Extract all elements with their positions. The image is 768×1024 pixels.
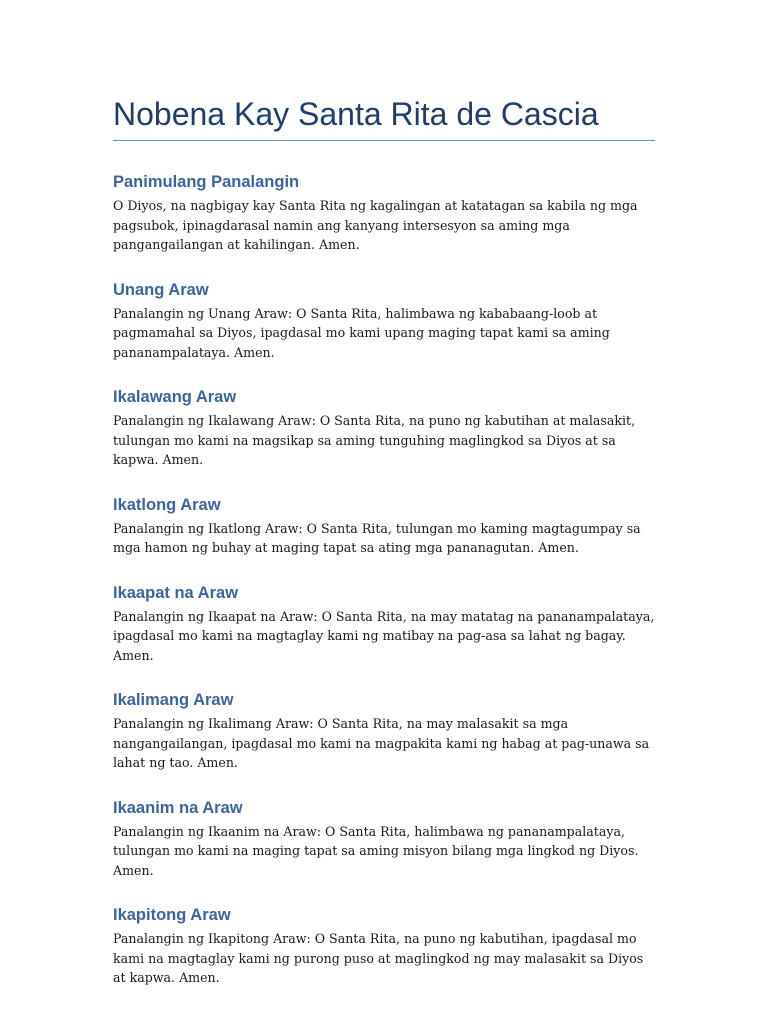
section-body: Panalangin ng Ikalawang Araw: O Santa Rita, na puno ng kabutihan at malasakit, tulungan mo kami na magsikap sa aming tunguhing maglingkod sa Diyos at sa kapwa. Amen. bbox=[113, 413, 636, 467]
page-title: Nobena Kay Santa Rita de Cascia bbox=[113, 94, 655, 141]
section-ikalawang-araw bbox=[113, 386, 658, 470]
section-ikalimang-araw bbox=[113, 689, 658, 773]
section-body: Panalangin ng Unang Araw: O Santa Rita, halimbawa ng kababaang-loob at pagmamahal sa Diyos, ipagdasal mo kami upang maging tapat kami sa aming pananampalataya. Amen. bbox=[113, 305, 610, 360]
section-heading: Ikatlong Araw bbox=[113, 495, 221, 514]
section-ikaapat-na-araw bbox=[113, 582, 658, 666]
section-body: Panalangin ng Ikapitong Araw: O Santa Rita, na puno ng kabutihan, ipagdasal mo kami na magtaglay kami ng purong puso at maglingkod ng may malasakit sa Diyos at kapwa. Amen. bbox=[113, 931, 644, 985]
section-panimulang-panalangin bbox=[113, 171, 658, 255]
section-unang-araw bbox=[113, 279, 658, 363]
section-body: Panalangin ng Ikaanim na Araw: O Santa Rita, halimbawa ng pananampalataya, tulungan mo kami na maging tapat sa aming misyon bilang mga lingkod ng Diyos. Amen. bbox=[113, 823, 639, 878]
sections-container bbox=[113, 171, 658, 988]
section-heading: Ikaapat na Araw bbox=[113, 583, 239, 602]
section-heading: Ikalimang Araw bbox=[113, 691, 234, 709]
section-ikaanim-na-araw bbox=[113, 797, 658, 881]
section-body: Panalangin ng Ikalimang Araw: O Santa Rita, na may malasakit sa mga nangangailangan, ipagdasal mo kami na magpakita kami ng habag at pag-unawa sa lahat ng tao. Amen. bbox=[113, 716, 650, 770]
section-heading: Unang Araw bbox=[113, 280, 209, 299]
section-heading: Panimulang Panalangin bbox=[113, 173, 300, 191]
section-heading: Ikapitong Araw bbox=[113, 906, 231, 924]
section-ikapitong-araw bbox=[113, 904, 658, 988]
section-heading: Ikaanim na Araw bbox=[113, 798, 243, 817]
section-body: O Diyos, na nagbigay kay Santa Rita ng kagalingan at katatagan sa kabila ng mga pagsubok, ipinagdarasal namin ang kanyang intersesyon sa aming mga pangangailangan at kahilingan. Amen. bbox=[113, 198, 638, 252]
section-body: Panalangin ng Ikaapat na Araw: O Santa Rita, na may matatag na pananampalataya, ipagdasal mo kami na magtaglay kami ng matibay na pag-asa sa lahat ng bagay. Amen. bbox=[113, 608, 655, 663]
section-ikatlong-araw bbox=[113, 494, 658, 558]
section-body: Panalangin ng Ikatlong Araw: O Santa Rita, tulungan mo kaming magtagumpay sa mga hamon ng buhay at maging tapat sa ating mga pananagutan. Amen. bbox=[113, 520, 641, 555]
section-heading: Ikalawang Araw bbox=[113, 388, 237, 406]
